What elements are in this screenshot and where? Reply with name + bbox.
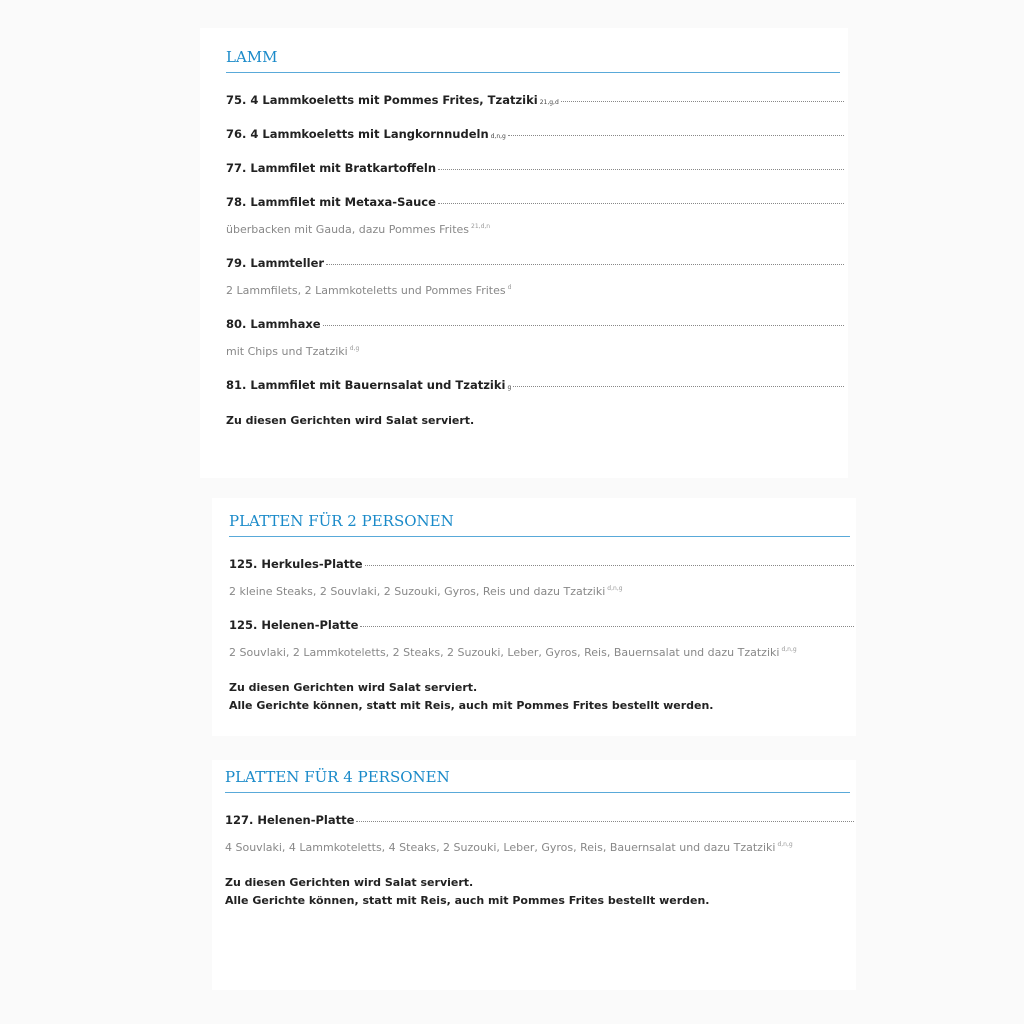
menu-item-row: [225, 813, 854, 827]
section-notes: [225, 874, 854, 910]
dish-description: [225, 841, 854, 854]
dotted-leader: [323, 325, 844, 326]
section-title: PLATTEN FÜR 4 PERSONEN: [225, 768, 850, 793]
dotted-leader: [438, 169, 844, 170]
description-text: 2 Souvlaki, 2 Lammkoteletts, 2 Steaks, 2 Suzouki, Leber, Gyros, Reis, Bauernsalat und dazu Tzatziki: [229, 646, 780, 659]
menu-item-row: [226, 256, 844, 270]
menu-item: [229, 618, 854, 659]
section-notes: [229, 679, 854, 715]
allergen-codes: 21,g,d: [539, 99, 559, 106]
description-text: 2 Lammfilets, 2 Lammkoteletts und Pommes Frites: [226, 284, 506, 297]
note-text: Alle Gerichte können, statt mit Reis, auch mit Pommes Frites bestellt werden.: [225, 894, 710, 907]
menu-item: [226, 256, 844, 297]
menu-item-row: [226, 93, 844, 107]
allergen-codes: d,n,g: [607, 585, 623, 593]
section-platten-2-personen: [212, 498, 856, 736]
dish-description: [226, 345, 844, 358]
description-text: 2 kleine Steaks, 2 Souvlaki, 2 Suzouki, Gyros, Reis und dazu Tzatziki: [229, 585, 606, 598]
dotted-leader: [438, 203, 844, 204]
note-text: Zu diesen Gerichten wird Salat serviert.: [229, 681, 478, 694]
note-text: Alle Gerichte können, statt mit Reis, auch mit Pommes Frites bestellt werden.: [229, 699, 714, 712]
menu-item-row: [226, 127, 844, 141]
allergen-codes: 21,d,n: [471, 223, 491, 231]
description-text: überbacken mit Gauda, dazu Pommes Frites: [226, 223, 470, 236]
dish-name: 81. Lammfilet mit Bauernsalat und Tzatziki: [226, 378, 506, 392]
menu-item: [226, 378, 844, 392]
dish-description: [229, 585, 854, 598]
dish-description: [229, 646, 854, 659]
dotted-leader: [326, 264, 844, 265]
allergen-codes: d,n,g: [777, 841, 793, 849]
menu-item-row: [226, 161, 844, 175]
dish-name: 78. Lammfilet mit Metaxa-Sauce: [226, 195, 436, 209]
section-title: LAMM: [226, 48, 840, 73]
dotted-leader: [365, 565, 854, 566]
description-text: 4 Souvlaki, 4 Lammkoteletts, 4 Steaks, 2 Suzouki, Leber, Gyros, Reis, Bauernsalat und dazu Tzatziki: [225, 841, 776, 854]
menu-item-row: [229, 618, 854, 632]
allergen-codes: d,n,g: [781, 646, 797, 654]
menu-item: [226, 161, 844, 175]
menu-item: [226, 93, 844, 107]
allergen-codes: d,g: [349, 345, 360, 353]
section-notes: [226, 412, 844, 430]
menu-item-row: [226, 317, 844, 331]
menu-item: [225, 813, 854, 854]
note-text: Zu diesen Gerichten wird Salat serviert.: [226, 414, 475, 427]
dotted-leader: [360, 626, 854, 627]
menu-item: [226, 127, 844, 141]
note-text: Zu diesen Gerichten wird Salat serviert.: [225, 876, 474, 889]
section-platten-4-personen: [212, 760, 856, 990]
allergen-codes: d: [507, 284, 512, 292]
dish-name: 75. 4 Lammkoeletts mit Pommes Frites, Tzatziki: [226, 93, 538, 107]
dish-description: [226, 223, 844, 236]
menu-item-row: [226, 378, 844, 392]
menu-item-row: [229, 557, 854, 571]
dish-name: 125. Helenen-Platte: [229, 618, 359, 632]
menu-item: [226, 195, 844, 236]
dish-name: 76. 4 Lammkoeletts mit Langkornnudeln: [226, 127, 489, 141]
allergen-codes: g: [507, 384, 512, 391]
dish-name: 79. Lammteller: [226, 256, 325, 270]
dish-name: 77. Lammfilet mit Bratkartoffeln: [226, 161, 437, 175]
dish-description: [226, 284, 844, 297]
dotted-leader: [508, 135, 844, 136]
description-text: mit Chips und Tzatziki: [226, 345, 348, 358]
dotted-leader: [356, 821, 854, 822]
section-lamm: [200, 28, 848, 478]
section-title: PLATTEN FÜR 2 PERSONEN: [229, 512, 850, 537]
dotted-leader: [561, 101, 844, 102]
dish-name: 127. Helenen-Platte: [225, 813, 355, 827]
dish-name: 125. Herkules-Platte: [229, 557, 363, 571]
allergen-codes: d,n,g: [490, 133, 506, 140]
menu-item: [226, 317, 844, 358]
menu-item: [229, 557, 854, 598]
menu-item-row: [226, 195, 844, 209]
dish-name: 80. Lammhaxe: [226, 317, 321, 331]
dotted-leader: [513, 386, 844, 387]
